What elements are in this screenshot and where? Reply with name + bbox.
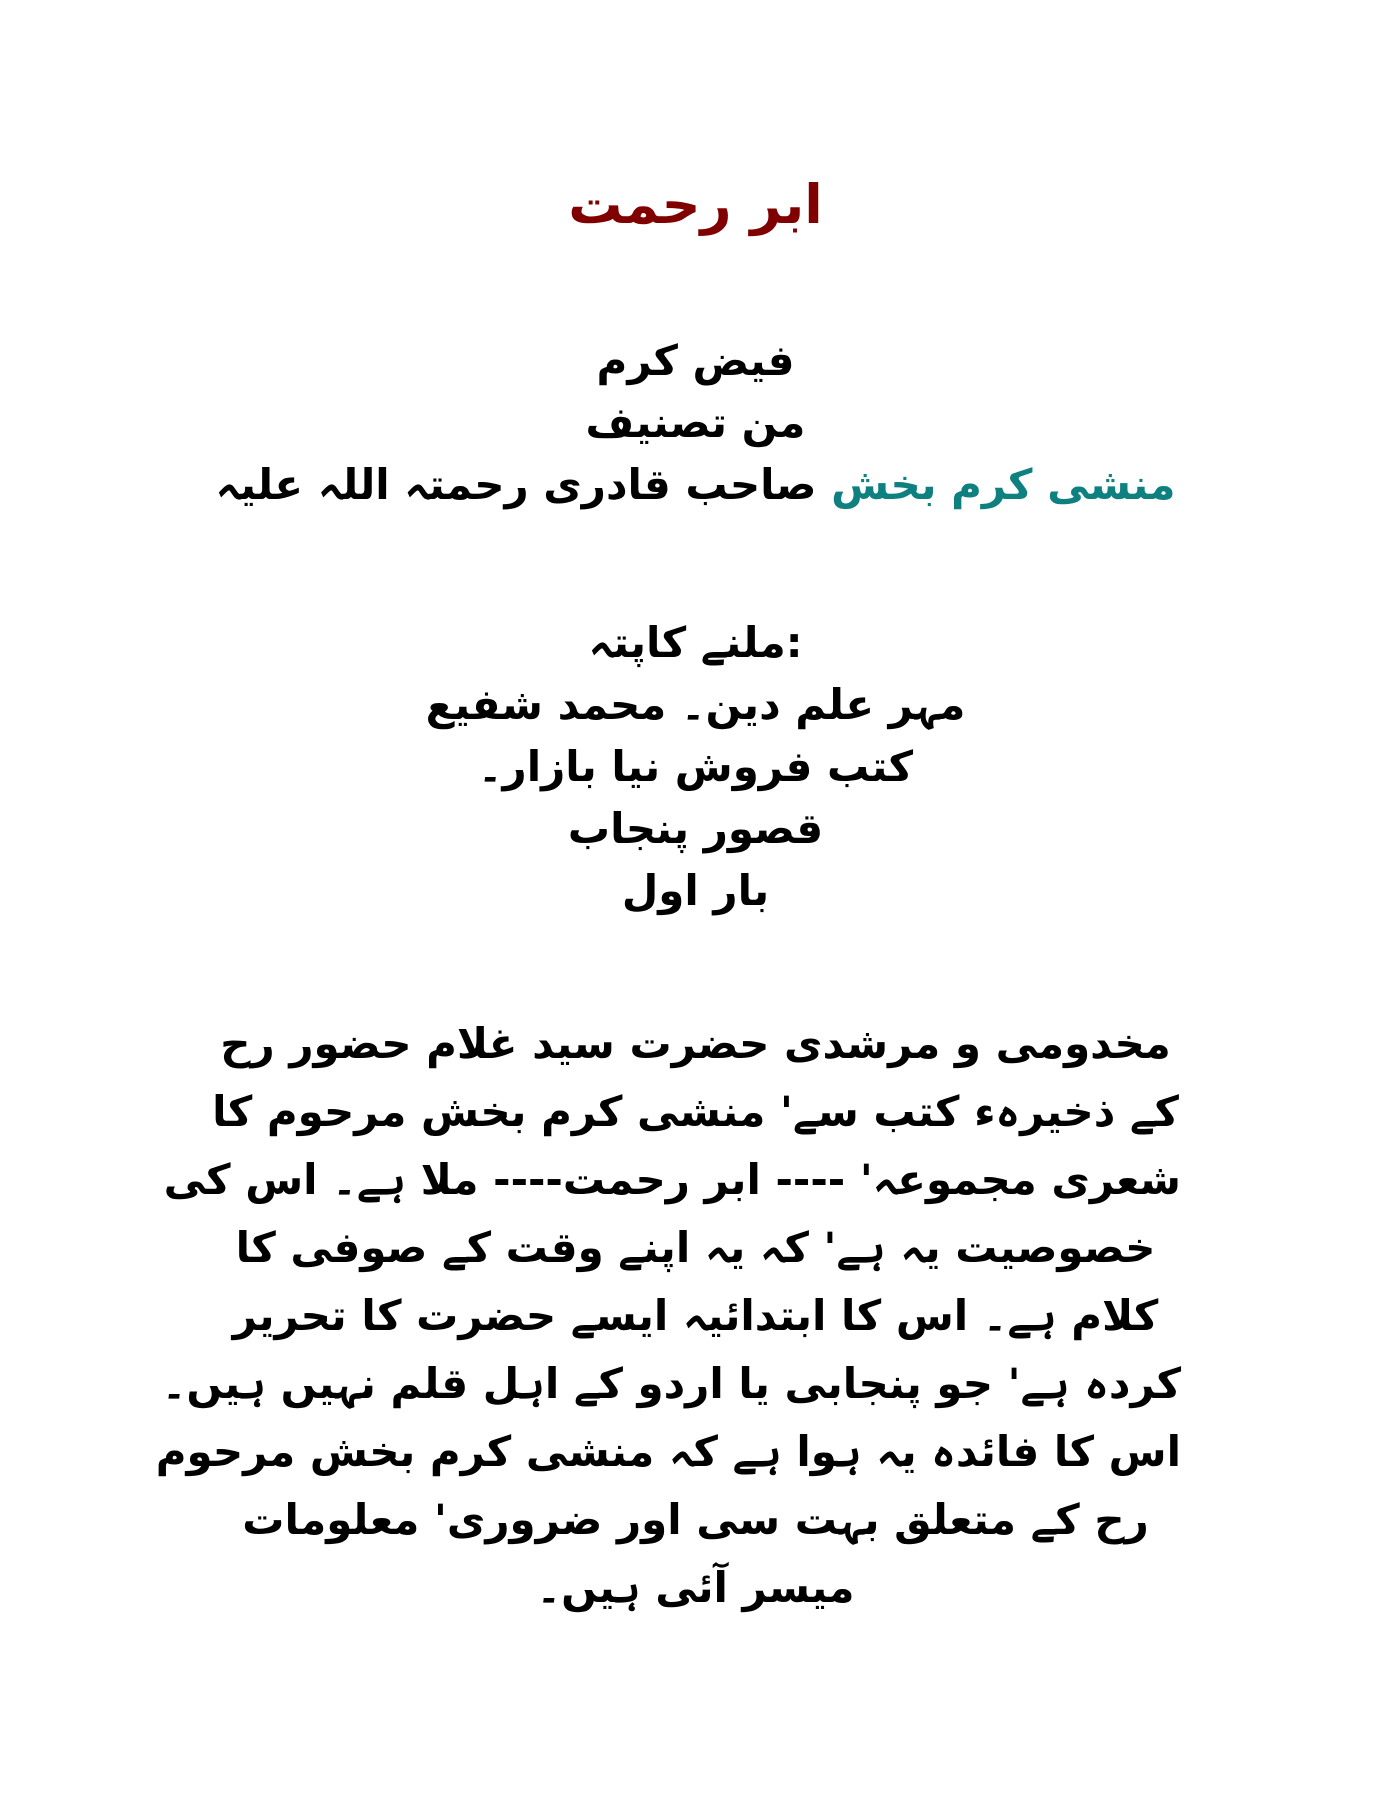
paragraph-line: کلام ہے۔ اس کا ابتدائیہ ایسے حضرت کا تحریر — [232, 1291, 1159, 1340]
author-suffix: صاحب قادری رحمتہ اللہ علیہ — [215, 460, 832, 509]
page-title: ابر رحمت — [568, 173, 823, 236]
paragraph-line: کے ذخیرہء کتب سے' منشی کرم بخش مرحوم کا — [212, 1087, 1179, 1136]
address-heading: :ملنے کاپتہ — [588, 618, 803, 667]
paragraph-line: اس کا فائدہ یہ ہوا ہے کہ منشی کرم بخش مرحوم — [155, 1427, 1181, 1476]
paragraph-line: میسر آئی ہیں۔ — [536, 1563, 855, 1612]
address-line-3: قصور پنجاب — [567, 804, 824, 853]
credits-line-2: من تصنیف — [585, 398, 806, 447]
intro-paragraph — [155, 1010, 1181, 1622]
address-line-2: کتب فروش نیا بازار۔ — [477, 742, 914, 791]
author-line — [0, 454, 1391, 516]
author-name: منشی کرم بخش — [831, 460, 1176, 509]
address-block — [0, 612, 1391, 922]
paragraph-line: کردہ ہے' جو پنجابی یا اردو کے اہل قلم نہیں ہیں۔ — [161, 1359, 1181, 1408]
address-line-1: مہر علم دین۔ محمد شفیع — [425, 680, 966, 729]
paragraph-line: خصوصیت یہ ہے' کہ یہ اپنے وقت کے صوفی کا — [235, 1223, 1156, 1272]
credits-line-1: فیض کرم — [596, 336, 795, 385]
paragraph-line: مخدومی و مرشدی حضرت سید غلام حضور رح — [220, 1019, 1171, 1068]
edition-line: بار اول — [621, 866, 770, 915]
credits-block — [0, 330, 1391, 516]
paragraph-line: شعری مجموعہ' ---- ابر رحمت---- ملا ہے۔ اس کی — [163, 1155, 1181, 1204]
paragraph-line: رح کے متعلق بہت سی اور ضروری' معلومات — [242, 1495, 1149, 1544]
